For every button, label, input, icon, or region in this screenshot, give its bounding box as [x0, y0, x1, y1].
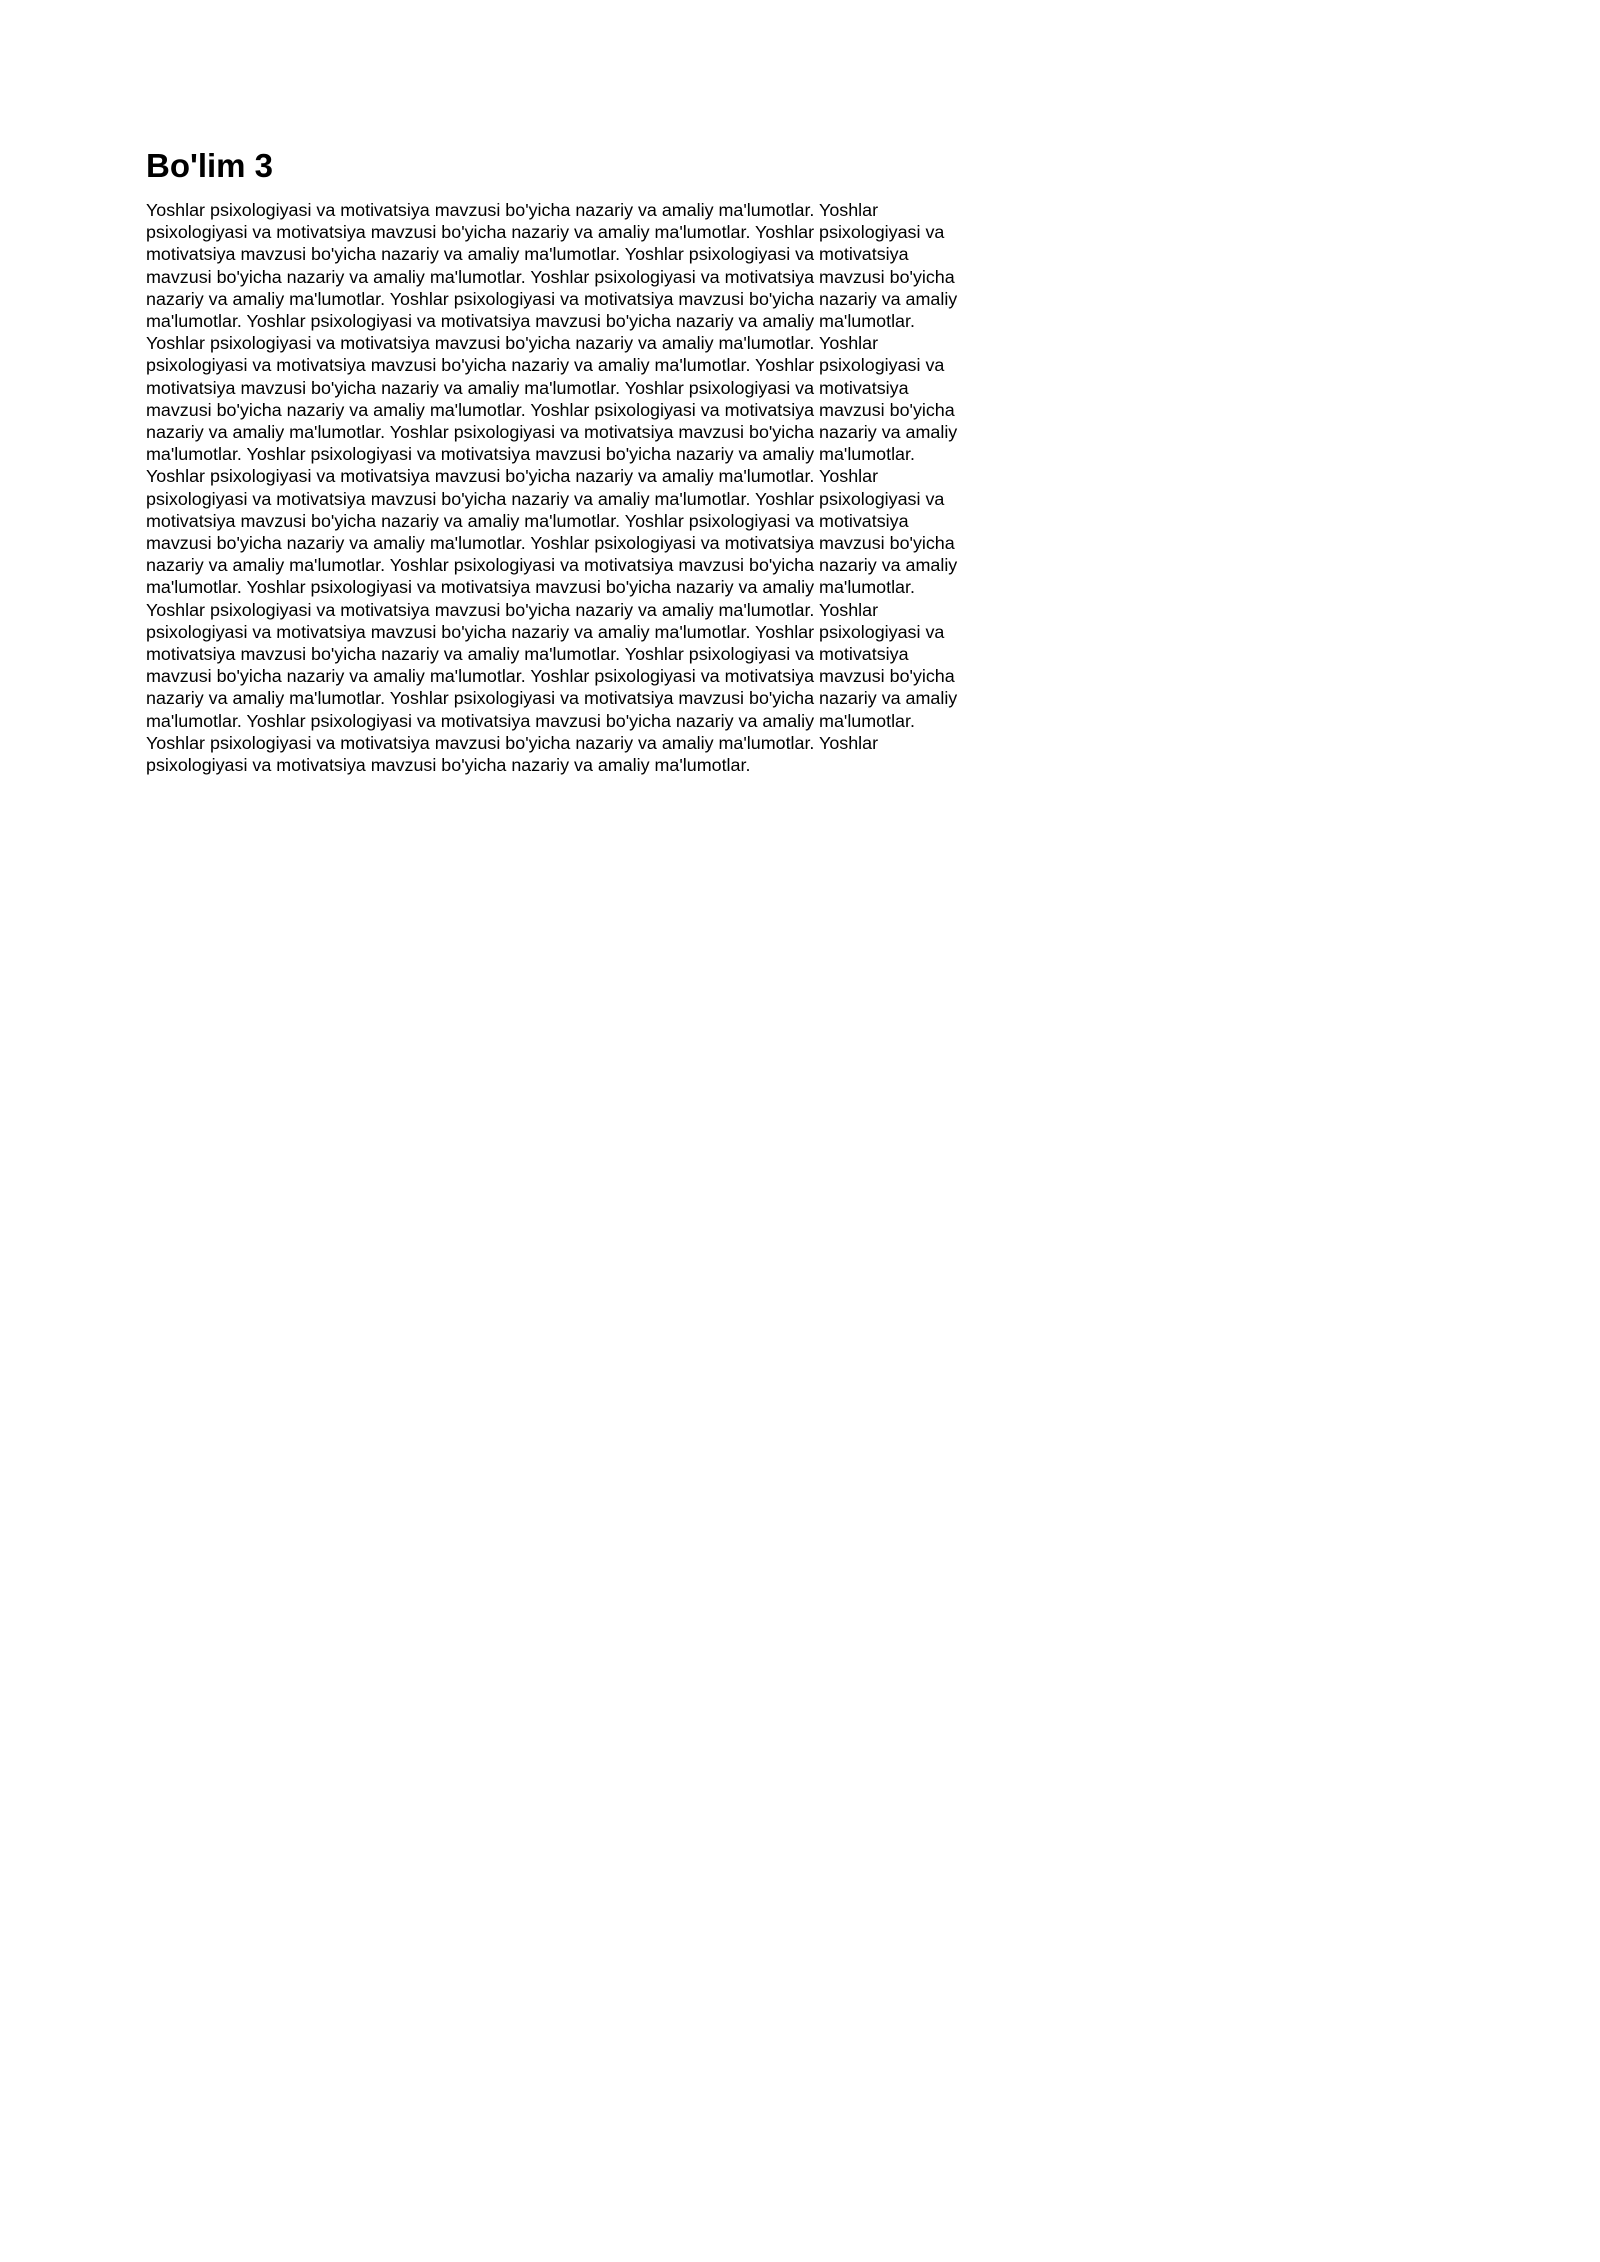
- section-body-paragraph: Yoshlar psixologiyasi va motivatsiya mavzusi bo'yicha nazariy va amaliy ma'lumotlar. Yoshlar psixologiyasi va motivatsiya mavzusi bo'yicha nazariy va amaliy ma'lumotlar. Yoshlar psixologiyasi va motivatsiya mavzusi bo'yicha nazariy va amaliy ma'lumotlar. Yoshlar psixologiyasi va motivatsiya mavzusi bo'yicha nazariy va amaliy ma'lumotlar. Yoshlar psixologiyasi va motivatsiya mavzusi bo'yicha nazariy va amaliy ma'lumotlar. Yoshlar psixologiyasi va motivatsiya mavzusi bo'yicha nazariy va amaliy ma'lumotlar. Yoshlar psixologiyasi va motivatsiya mavzusi bo'yicha nazariy va amaliy ma'lumotlar. Yoshlar psixologiyasi va motivatsiya mavzusi bo'yicha nazariy va amaliy ma'lumotlar. Yoshlar psixologiyasi va motivatsiya mavzusi bo'yicha nazariy va amaliy ma'lumotlar. Yoshlar psixologiyasi va motivatsiya mavzusi bo'yicha nazariy va amaliy ma'lumotlar. Yoshlar psixologiyasi va motivatsiya mavzusi bo'yicha nazariy va amaliy ma'lumotlar. Yoshlar psixologiyasi va motivatsiya mavzusi bo'yicha nazariy va amaliy ma'lumotlar. Yoshlar psixologiyasi va motivatsiya mavzusi bo'yicha nazariy va amaliy ma'lumotlar. Yoshlar psixologiyasi va motivatsiya mavzusi bo'yicha nazariy va amaliy ma'lumotlar. Yoshlar psixologiyasi va motivatsiya mavzusi bo'yicha nazariy va amaliy ma'lumotlar. Yoshlar psixologiyasi va motivatsiya mavzusi bo'yicha nazariy va amaliy ma'lumotlar. Yoshlar psixologiyasi va motivatsiya mavzusi bo'yicha nazariy va amaliy ma'lumotlar. Yoshlar psixologiyasi va motivatsiya mavzusi bo'yicha nazariy va amaliy ma'lumotlar. Yoshlar psixologiyasi va motivatsiya mavzusi bo'yicha nazariy va amaliy ma'lumotlar. Yoshlar psixologiyasi va motivatsiya mavzusi bo'yicha nazariy va amaliy ma'lumotlar. Yoshlar psixologiyasi va motivatsiya mavzusi bo'yicha nazariy va amaliy ma'lumotlar. Yoshlar psixologiyasi va motivatsiya mavzusi bo'yicha nazariy va amaliy ma'lumotlar. Yoshlar psixologiyasi va motivatsiya mavzusi bo'yicha nazariy va amaliy ma'lumotlar. Yoshlar psixologiyasi va motivatsiya mavzusi bo'yicha nazariy va amaliy ma'lumotlar. Yoshlar psixologiyasi va motivatsiya mavzusi bo'yicha nazariy va amaliy ma'lumotlar. Yoshlar psixologiyasi va motivatsiya mavzusi bo'yicha nazariy va amaliy ma'lumotlar. Yoshlar psixologiyasi va motivatsiya mavzusi bo'yicha nazariy va amaliy ma'lumotlar. Yoshlar psixologiyasi va motivatsiya mavzusi bo'yicha nazariy va amaliy ma'lumotlar. Yoshlar psixologiyasi va motivatsiya mavzusi bo'yicha nazariy va amaliy ma'lumotlar. Yoshlar psixologiyasi va motivatsiya mavzusi bo'yicha nazariy va amaliy ma'lumotlar.: [146, 200, 958, 776]
- section-heading: Bo'lim 3: [146, 147, 274, 184]
- document-page: [0, 0, 1100, 1556]
